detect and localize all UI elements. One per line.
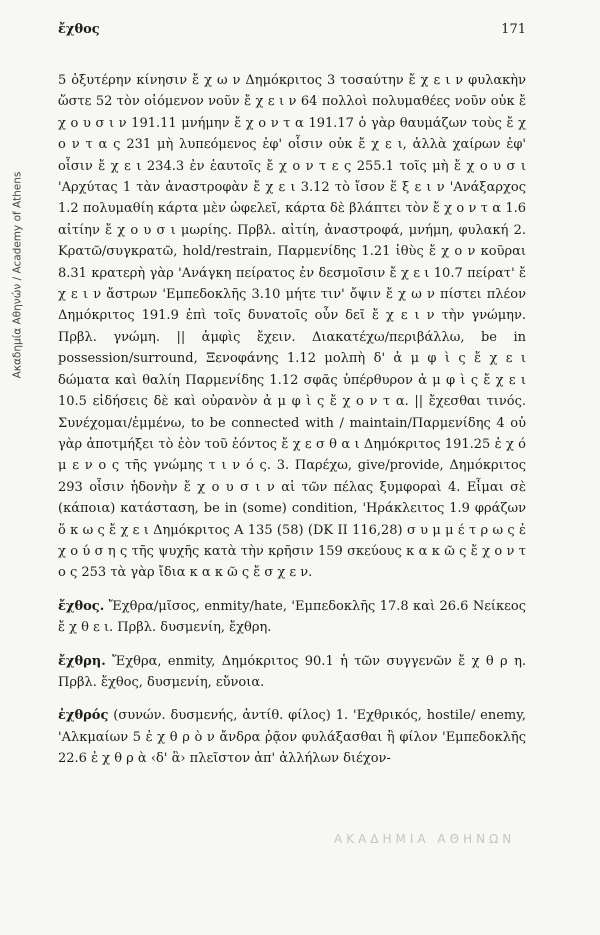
entry-text: (συνών. δυσμενής, ἀντίθ. φίλος) 1. 'Εχθρικός, hostile/ enemy, 'Αλκμαίων 5 ἐ χ θ ρ ὸ ν ἄνδρα ῥᾷον φυλάξασθαι ἢ φίλον 'Εμπεδοκλῆς 22.6 ἐ χ θ ρ ὰ ‹δ' ἃ› πλεῖστον ἀπ' ἀλλήλων διέχον-: [58, 708, 526, 767]
page-header: [58, 22, 526, 37]
watermark: ΑΚΑΔΗΜΙΑ ΑΘΗΝΩΝ: [334, 832, 516, 846]
entry-headword: ἐχθρός: [58, 708, 109, 724]
entry-echthros: [58, 705, 526, 769]
entry-text: 5 ὀξυτέρην κίνησιν ἔ χ ω ν Δημόκριτος 3 τοσαύτην ἔ χ ε ι ν φυλακὴν ὥστε 52 τὸν οἰόμενον νοῦν ἔ χ ε ι ν 64 πολλοὶ πολυμαθέες νοῦν οὐκ ἔ χ ο υ σ ι ν 191.11 μνήμην ἔ χ ο ν τ α 191.17 ὁ γὰρ θαυμάζων τοὺς ἔ χ ο ν τ α ς 231 μὴ λυπεόμενος ἐφ' οἷσιν οὐκ ἔ χ ε ι, ἀλλὰ χαίρων ἐφ' οἷσιν ἔ χ ε ι 234.3 ἐν ἑαυτοῖς ἔ χ ο ν τ ε ς 255.1 τοῖς μὴ ἔ χ ο υ σ ι 'Αρχύτας 1 τὰν ἀναστροφὰν ἔ χ ε ι 3.12 τὸ ἴσον ἕ ξ ε ι ν 'Ανάξαρχος 1.2 πολυμαθίη κάρτα μὲν ὠφελεῖ, κάρτα δὲ βλάπτει τὸν ἔ χ ο ν τ α 1.6 αἰτίην ἔ χ ο υ σ ι μωρίης. Πρβλ. αἰτίη, ἀναστροφά, μνήμη, φυλακή 2. Κρατῶ/συγκρατῶ, hold/restrain, Παρμενίδης 1.21 ἰθὺς ἔ χ ο ν κοῦραι 8.31 κρατερὴ γὰρ 'Ανάγκη πείρατος ἐν δεσμοῖσιν ἔ χ ε ι 10.7 πείρατ' ἔ χ ε ι ν ἄστρων 'Εμπεδοκλῆς 3.10 μήτε τιν' ὄψιν ἔ χ ω ν πίστει πλέον Δημόκριτος 191.9 ἐπὶ τοῖς δυνατοῖς οὖν δεῖ ἔ χ ε ι ν τὴν γνώμην. Πρβλ. γνώμη. || ἀμφὶς ἔχειν. Διακατέχω/περιβάλλω, be in possession/surround, Ξενοφάνης 1.12 μολπὴ δ' ἀ μ φ ὶ ς ἔ χ ε ι δώματα καὶ θαλίη Παρμενίδης 1.12 σφᾶς ὑπέρθυρον ἀ μ φ ὶ ς ἔ χ ε ι 10.5 εἰδήσεις δὲ καὶ οὐρανὸν ἀ μ φ ὶ ς ἔ χ ο ν τ α. || ἔχεσθαι τινός. Συνέχομαι/ἐμμένω, to be connected with / maintain/Παρμενίδης 4 οὐ γὰρ ἀποτμήξει τὸ ἐὸν τοῦ ἐόντος ἔ χ ε σ θ α ι Δημόκριτος 191.25 ἐ χ ό μ ε ν ο ς τῆς γνώμης τ ι ν ό ς. 3. Παρέχω, give/provide, Δημόκριτος 293 οἷσιν ἡδονὴν ἔ χ ο υ σ ι ν αἱ τῶν πέλας ξυμφοραὶ 4. Εἶμαι σὲ (κάποια) κατάσταση, be in (some) condition, 'Ηράκλειτος 1.9 φράζων ὅ κ ω ς ἔ χ ε ι Δημόκριτος Α 135 (58) (DK II 116,28) σ υ μ μ έ τ ρ ω ς ἐ χ ο ύ σ η ς τῆς ψυχῆς κατὰ τὴν κρῆσιν 159 σκεύους κ α κ ῶ ς ἔ χ ο ν τ ο ς 253 τὰ γὰρ ἴδια κ α κ ῶ ς ἔ σ χ ε ν.: [58, 73, 526, 581]
page-number: 171: [501, 22, 526, 37]
entry-text: Ἔχθρα/μῖσος, enmity/hate, 'Εμπεδοκλῆς 17.8 καὶ 26.6 Νείκεος ἔ χ θ ε ι. Πρβλ. δυσμενίη, ἔχθρη.: [58, 598, 526, 636]
entry-echthre: [58, 651, 526, 694]
running-head: ἔχθος: [58, 22, 100, 37]
archive-label: Ακαδημία Αθηνών / Academy of Athens: [11, 171, 24, 379]
entry-text: Ἔχθρα, enmity, Δημόκριτος 90.1 ἡ τῶν συγγενῶν ἔ χ θ ρ η. Πρβλ. ἔχθος, δυσμενίη, εὔνοια.: [58, 653, 526, 690]
page-body: [58, 70, 526, 770]
entry-echthos: [58, 596, 526, 639]
archive-sidebar: [6, 40, 28, 510]
entry-continuation: [58, 70, 526, 584]
entry-headword: ἔχθος.: [58, 598, 105, 614]
entry-headword: ἔχθρη.: [58, 653, 106, 669]
